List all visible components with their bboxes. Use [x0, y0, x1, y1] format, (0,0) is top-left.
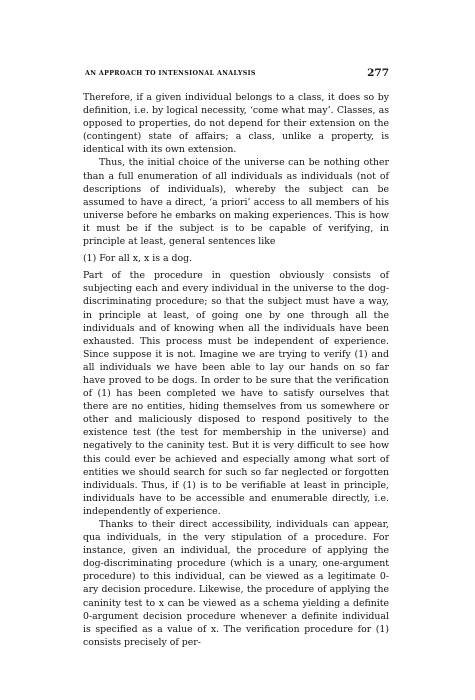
- example-sentence-1: (1) For all x, x is a dog.: [83, 253, 193, 265]
- body-text: [83, 91, 389, 649]
- page-header: [85, 67, 389, 83]
- running-head: AN APPROACH TO INTENSIONAL ANALYSIS: [85, 70, 256, 77]
- paragraph-2: Thus, the initial choice of the universe can be nothing other than a full enumeration of all individuals as individuals (not of descriptions of individuals), whereby the subject can be assumed to have a direct, ‘a priori’ access to all members of his universe before he embarks on making experiences. This is how it must be if the subject is to be capable of verifying, in principle at least, general sentences like: [83, 157, 389, 248]
- paragraph-1: Therefore, if a given individual belongs to a class, it does so by definition, i.e. by logical necessity, ‘come what may’. Classes, as opposed to properties, do not depend for their extension on the (contingent) state of affairs; a class, unlike a property, is identical with its own extension.: [83, 92, 389, 156]
- paragraph-3: Part of the procedure in question obviously consists of subjecting each and every individual in the universe to the dog-discriminating procedure; so that the subject must have a way, in principle at least, of going one by one through all the individuals and of knowing when all the individuals have been exhausted. This process must be independent of experience. Since suppose it is not. Imagine we are trying to verify (1) and all individuals we have been able to lay our hands on so far have proved to be dogs. In order to be sure that the verification of (1) has been completed we have to satisfy ourselves that there are no entities, hiding themselves from us somewhere or other and maliciously disposed to respond positively to the existence test (the test for membership in the universe) and negatively to the caninity test. But it is very difficult to see how this could ever be achieved and especially among what sort of entities we should search for such so far neglected or forgotten individuals. Thus, if (1) is to be verifiable at least in principle, individuals have to be accessible and enumerable directly, i.e. independently of experience.: [83, 270, 389, 517]
- page-number: 277: [367, 67, 389, 79]
- paragraph-4: Thanks to their direct accessibility, individuals can appear, qua individuals, in the very stipulation of a procedure. For instance, given an individual, the procedure of applying the dog-discriminating procedure (which is a unary, one-argument procedure) to this individual, can be viewed as a legitimate 0-ary decision procedure. Likewise, the procedure of applying the caninity test to x can be viewed as a schema yielding a definite 0-argument decision procedure whenever a definite individual is specified as a value of x. The verification procedure for (1) consists precisely of per-: [83, 519, 389, 648]
